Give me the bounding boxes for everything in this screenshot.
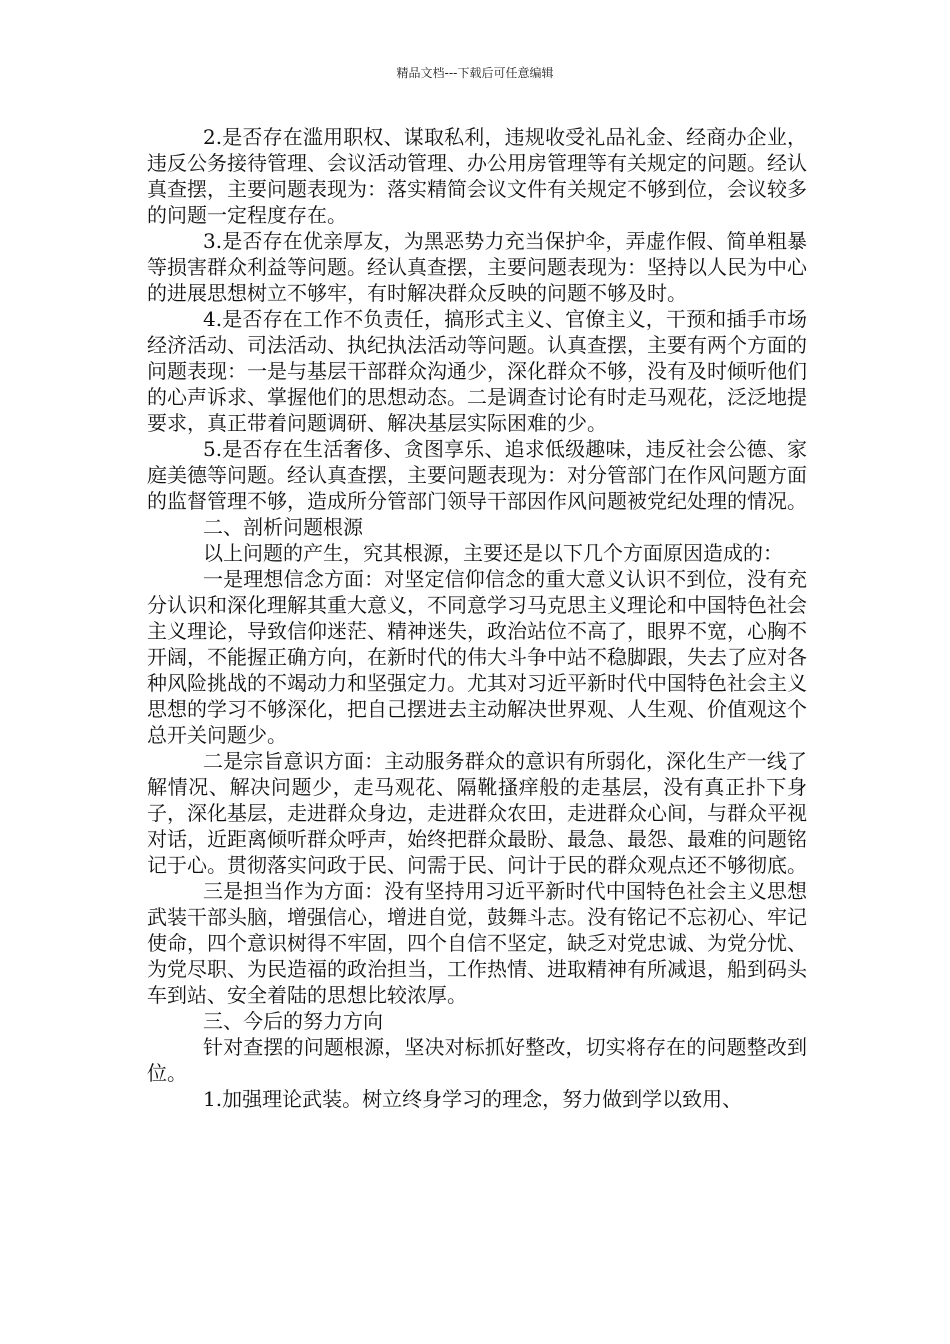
paragraph-future-intro: 针对查摆的问题根源，坚决对标抓好整改，切实将存在的问题整改到位。 [147, 1035, 807, 1085]
paragraph-item-5-extravagance: 5.是否存在生活奢侈、贪图享乐、追求低级趣味，违反社会公德、家庭美德等问题。经认真查摆，主要问题表现为：对分管部门在作风问题方面的监督管理不够，造成所分管部门领导干部因作风问题被党纪处理的情况。 [147, 437, 807, 513]
section-heading-root-causes: 二、剖析问题根源 [203, 515, 363, 539]
paragraph-root-causes-intro: 以上问题的产生，究其根源，主要还是以下几个方面原因造成的： [203, 541, 783, 565]
paragraph-responsibility: 三是担当作为方面：没有坚持用习近平新时代中国特色社会主义思想武装干部头脑，增强信心，增进自觉，鼓舞斗志。没有铭记不忘初心、牢记使命，四个意识树得不牢固，四个自信不坚定，缺乏对党忠诚、为党分忧、为党尽职、为民造福的政治担当，工作热情、进取精神有所减退，船到码头车到站、安全着陆的思想比较浓厚。 [147, 879, 807, 1007]
paragraph-ideals-beliefs: 一是理想信念方面：对坚定信仰信念的重大意义认识不到位，没有充分认识和深化理解其重大意义，不同意学习马克思主义理论和中国特色社会主义理论，导致信仰迷茫、精神迷失，政治站位不高了，眼界不宽，心胸不开阔，不能握正确方向，在新时代的伟大斗争中站不稳脚跟，失去了应对各种风险挑战的不竭动力和坚强定力。尤其对习近平新时代中国特色社会主义思想的学习不够深化，把自己摆进去主动解决世界观、人生观、价值观这个总开关问题少。 [147, 567, 807, 747]
paragraph-item-2-abuse-of-power: 2.是否存在滥用职权、谋取私利，违规收受礼品礼金、经商办企业，违反公务接待管理、会议活动管理、办公用房管理等有关规定的问题。经认真查摆，主要问题表现为：落实精简会议文件有关规定不够到位，会议较多的问题一定程度存在。 [147, 125, 807, 227]
paragraph-purpose-awareness: 二是宗旨意识方面：主动服务群众的意识有所弱化，深化生产一线了解情况、解决问题少，走马观花、隔靴搔痒般的走基层，没有真正扑下身子，深化基层，走进群众身边，走进群众农田，走进群众心间，与群众平视对话，近距离倾听群众呼声，始终把群众最盼、最急、最怨、最难的问题铭记于心。贯彻落实问政于民、问需于民、问计于民的群众观点还不够彻底。 [147, 749, 807, 877]
paragraph-item-3-favoritism: 3.是否存在优亲厚友，为黑恶势力充当保护伞，弄虚作假、简单粗暴等损害群众利益等问题。经认真查摆，主要问题表现为：坚持以人民为中心的进展思想树立不够牢，有时解决群众反映的问题不够及时。 [147, 229, 807, 305]
paragraph-item-1-theory: 1.加强理论武装。树立终身学习的理念，努力做到学以致用、 [203, 1087, 743, 1111]
page-header: 精品文档---下载后可任意编辑 [396, 66, 554, 80]
document-body [147, 124, 807, 1112]
section-heading-future-direction: 三、今后的努力方向 [203, 1009, 383, 1033]
paragraph-item-4-irresponsibility: 4.是否存在工作不负责任，搞形式主义、官僚主义，干预和插手市场经济活动、司法活动、执纪执法活动等问题。认真查摆，主要有两个方面的问题表现：一是与基层干部群众沟通少，深化群众不够，没有及时倾听他们的心声诉求、掌握他们的思想动态。二是调查讨论有时走马观花，泛泛地提要求，真正带着问题调研、解决基层实际困难的少。 [147, 307, 807, 435]
